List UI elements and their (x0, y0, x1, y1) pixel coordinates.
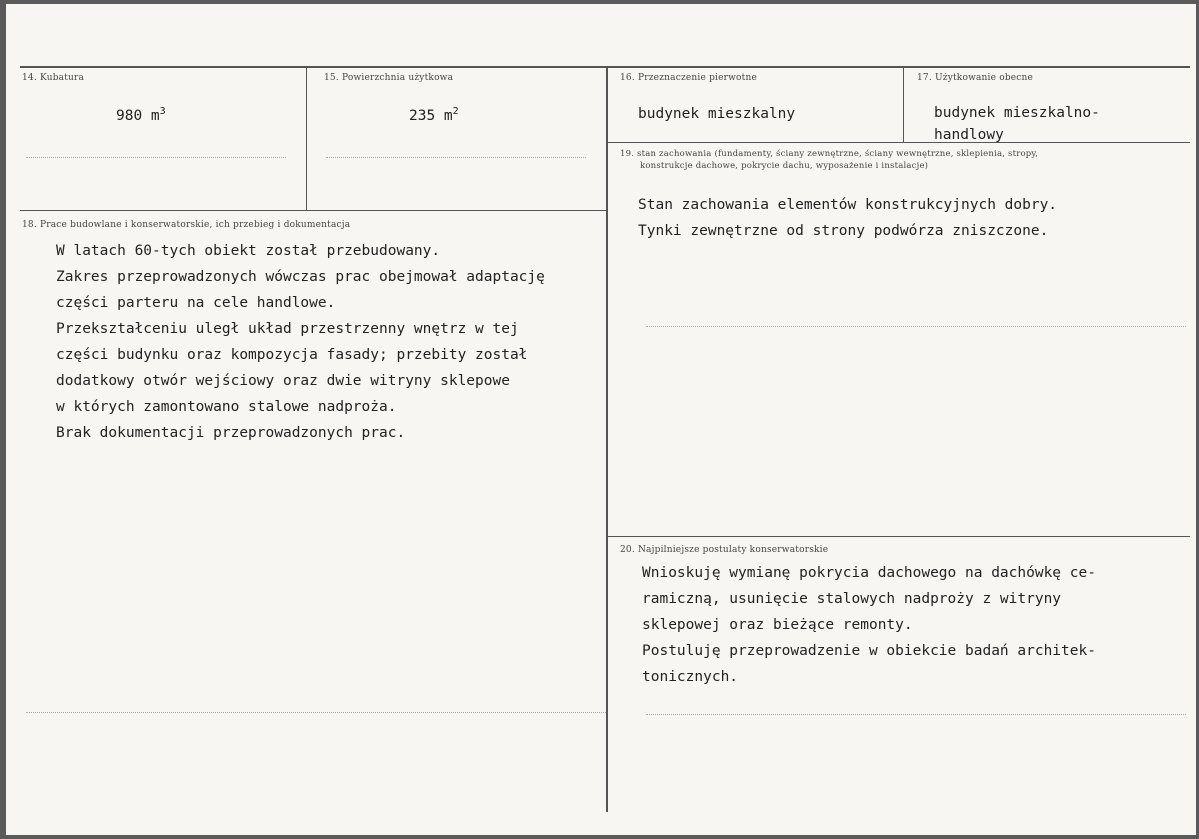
field-18-line: w których zamontowano stalowe nadproża. (56, 399, 397, 415)
field-20-line: ramiczną, usunięcie stalowych nadproży z witryny (642, 591, 1062, 607)
field-15-value (409, 106, 459, 124)
field-20-text (642, 560, 1096, 690)
field-17-line: handlowy (934, 127, 1004, 143)
field-18-line: Zakres przeprowadzonych wówczas prac obejmował adaptację (56, 269, 545, 285)
field-18-line: Brak dokumentacji przeprowadzonych prac. (56, 425, 406, 441)
field-15-label: 15. Powierzchnia użytkowa (324, 73, 454, 83)
guide-line (646, 326, 1186, 327)
field-20-line: Postuluję przeprowadzenie w obiekcie badań architek- (642, 643, 1096, 659)
area-exponent: 2 (452, 106, 459, 117)
guide-line (326, 157, 586, 158)
field-18-label: 18. Prace budowlane i konserwatorskie, ich przebieg i dokumentacja (22, 220, 351, 230)
field-14-value (116, 106, 166, 124)
field-20-label: 20. Najpilniejsze postulaty konserwatorskie (620, 545, 829, 555)
field-19-label: 19. stan zachowania (fundamenty, ściany zewnętrzne, ściany wewnętrzne, sklepienia, stropy, (620, 149, 1039, 159)
field-19-line: Stan zachowania elementów konstrukcyjnych dobry. (638, 197, 1058, 213)
top-rule (20, 66, 1190, 68)
field-20-line: sklepowej oraz bieżące remonty. (642, 617, 913, 633)
field-18-line: części budynku oraz kompozycja fasady; przebity został (56, 347, 528, 363)
guide-line (26, 712, 606, 713)
guide-line (646, 714, 1186, 715)
inventory-card (6, 4, 1196, 835)
field-20-line: Wnioskuję wymianę pokrycia dachowego na dachówkę ce- (642, 565, 1096, 581)
field-20-line: tonicznych. (642, 669, 739, 685)
field-17-line: budynek mieszkalno- (934, 105, 1100, 121)
rule-under-14-15 (20, 210, 607, 211)
field-18-line: dodatkowy otwór wejściowy oraz dwie witryny sklepowe (56, 373, 510, 389)
rule-above-20 (607, 536, 1190, 537)
field-16-label: 16. Przeznaczenie pierwotne (620, 73, 758, 83)
field-16-value: budynek mieszkalny (638, 106, 796, 122)
divider-17 (903, 67, 904, 142)
area-value: 235 m (409, 108, 453, 124)
field-19-label-continued: konstrukcje dachowe, pokrycie dachu, wyposażenie i instalacje) (640, 161, 929, 171)
divider-15 (306, 67, 307, 210)
rule-under-16-17 (607, 142, 1190, 143)
field-18-line: części parteru na cele handlowe. (56, 295, 336, 311)
volume-value: 980 m (116, 108, 160, 124)
divider-center (606, 67, 608, 812)
field-18-line: W latach 60-tych obiekt został przebudowany. (56, 243, 441, 259)
field-18-text (56, 238, 545, 446)
field-19-text (638, 192, 1057, 244)
field-14-label: 14. Kubatura (22, 73, 85, 83)
field-17-value (934, 102, 1100, 146)
volume-exponent: 3 (159, 106, 166, 117)
guide-line (26, 157, 286, 158)
field-18-line: Przekształceniu uległ układ przestrzenny wnętrz w tej (56, 321, 519, 337)
field-19-line: Tynki zewnętrzne od strony podwórza zniszczone. (638, 223, 1049, 239)
field-17-label: 17. Użytkowanie obecne (917, 73, 1034, 83)
